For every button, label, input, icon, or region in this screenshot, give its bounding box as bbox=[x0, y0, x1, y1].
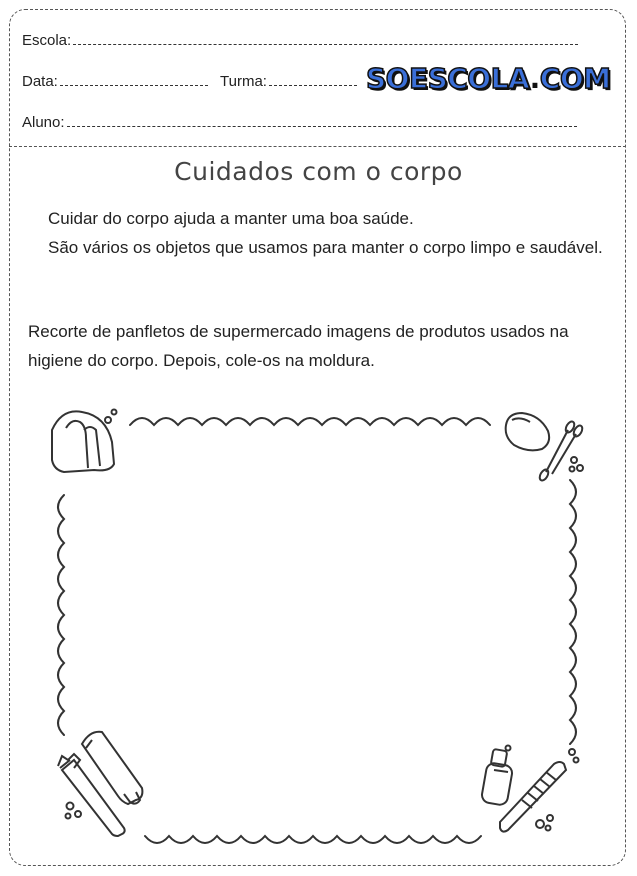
intro-line-1: Cuidar do corpo ajuda a manter uma boa saúde. bbox=[48, 209, 414, 228]
lotion-bottle-icon bbox=[481, 746, 514, 806]
frame-top-edge bbox=[130, 418, 490, 425]
logo-suffix: COM bbox=[539, 62, 611, 95]
cotton-swab-icon bbox=[538, 420, 584, 482]
sponge-icon bbox=[52, 410, 117, 473]
logo-name: SOESCOLA bbox=[366, 62, 530, 95]
comb-icon bbox=[500, 749, 579, 832]
soap-icon bbox=[506, 413, 549, 450]
student-label: Aluno: bbox=[22, 114, 65, 131]
frame-right-edge bbox=[570, 480, 576, 744]
toothbrush-icon bbox=[58, 754, 125, 836]
intro-line-2: São vários os objetos que usamos para manter o corpo limpo e saudável. bbox=[48, 238, 603, 257]
worksheet-title: Cuidados com o corpo bbox=[174, 157, 463, 186]
logo-dot: . bbox=[529, 62, 540, 95]
class-label: Turma: bbox=[220, 73, 267, 90]
instruction-paragraph: Recorte de panfletos de supermercado imagens de produtos usados na higiene do corpo. Depois, cole-os na moldura. bbox=[28, 322, 569, 370]
frame-bottom-edge bbox=[145, 836, 481, 843]
date-label: Data: bbox=[22, 73, 58, 90]
frame-left-edge bbox=[58, 495, 64, 735]
school-label: Escola: bbox=[22, 32, 72, 49]
toothpaste-icon bbox=[82, 732, 142, 804]
